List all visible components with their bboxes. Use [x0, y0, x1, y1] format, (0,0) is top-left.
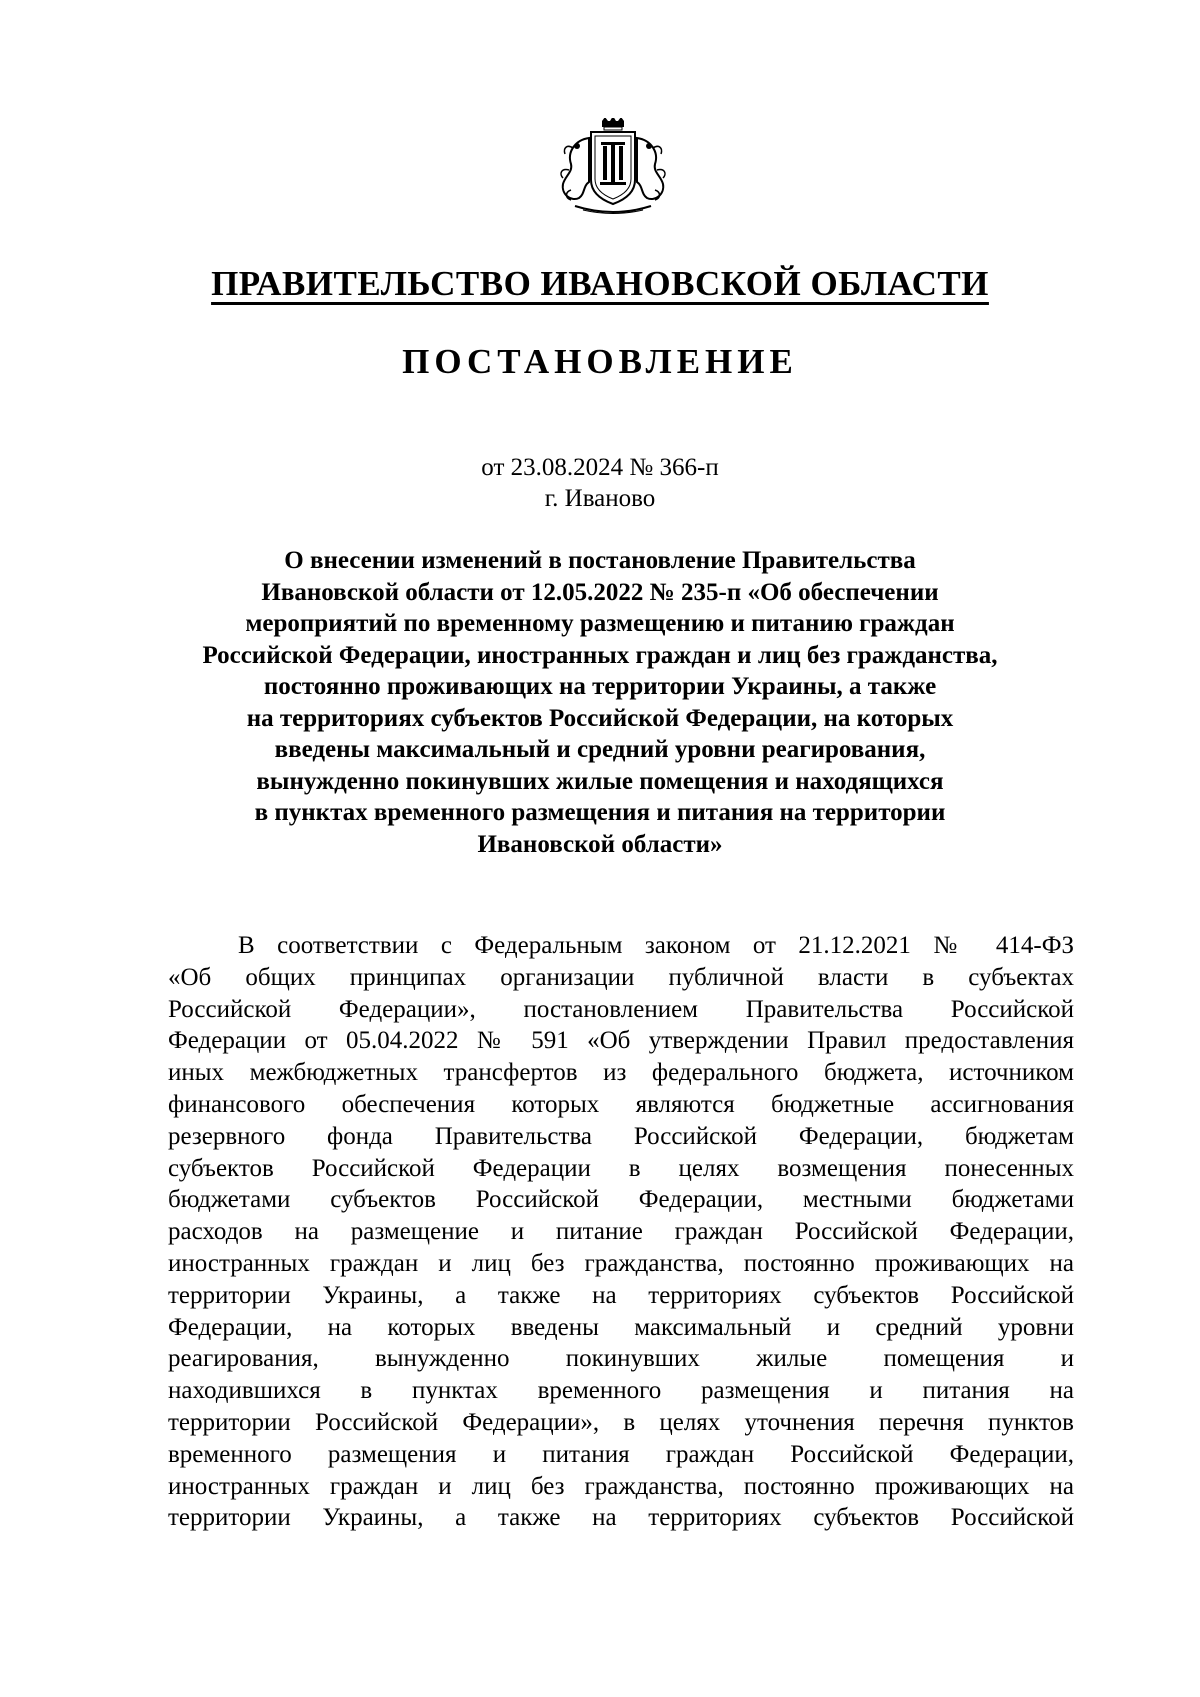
subject-line: Ивановской области»: [477, 830, 723, 858]
body-line: территории Российской Федерации», в целях уточнения перечня пунктов: [168, 1408, 1074, 1436]
document-date-number: от 23.08.2024 № 366-п: [481, 454, 719, 481]
body-line: реагирования, вынужденно покинувших жилые помещения и: [168, 1345, 1074, 1373]
subject-line: мероприятий по временному размещению и питанию граждан: [245, 610, 955, 637]
body-line: субъектов Российской Федерации в целях возмещения понесенных: [168, 1154, 1074, 1182]
body-line: резервного фонда Правительства Российской Федерации, бюджетам: [168, 1122, 1074, 1150]
body-line: территории Украины, а также на территориях субъектов Российской: [168, 1281, 1074, 1309]
body-line: находившихся в пунктах временного размещения и питания на: [168, 1377, 1074, 1405]
subject-line: Ивановской области от 12.05.2022 № 235-п «Об обеспечении: [261, 578, 939, 606]
body-line: расходов на размещение и питание граждан Российской Федерации,: [168, 1218, 1074, 1246]
subject-line: вынужденно покинувших жилые помещения и находящихся: [256, 767, 944, 795]
document-type-title: ПОСТАНОВЛЕНИЕ: [402, 342, 798, 381]
body-line: иностранных граждан и лиц без гражданства, постоянно проживающих на: [168, 1249, 1074, 1277]
body-line: финансового обеспечения которых являются бюджетные ассигнования: [168, 1090, 1074, 1118]
document-city: г. Иваново: [544, 485, 656, 512]
body-line: бюджетами субъектов Российской Федерации, местными бюджетами: [168, 1186, 1074, 1214]
subject-line: О внесении изменений в постановление Правительства: [284, 547, 916, 574]
subject-line: введены максимальный и средний уровни реагирования,: [274, 736, 926, 763]
organization-title: [0, 262, 1200, 306]
coat-of-arms-emblem: [553, 118, 673, 218]
subject-line: Российской Федерации, иностранных граждан и лиц без гражданства,: [202, 641, 998, 669]
body-line: Российской Федерации», постановлением Правительства Российской: [168, 995, 1074, 1023]
document-body: [168, 930, 1074, 1534]
body-line: В соответствии с Федеральным законом от 21.12.2021 № 414-ФЗ: [238, 932, 1074, 959]
body-line: иных межбюджетных трансфертов из федерального бюджета, источником: [168, 1059, 1074, 1087]
subject-line: в пунктах временного размещения и питания на территории: [254, 799, 946, 826]
body-line: территории Украины, а также на территориях субъектов Российской: [168, 1504, 1074, 1532]
subject-line: постоянно проживающих на территории Украины, а также: [263, 673, 937, 700]
body-line: временного размещения и питания граждан Российской Федерации,: [168, 1440, 1074, 1468]
organization-title-text: ПРАВИТЕЛЬСТВО ИВАНОВСКОЙ ОБЛАСТИ: [211, 264, 989, 303]
body-line: «Об общих принципах организации публичной власти в субъектах: [168, 963, 1074, 991]
body-line: иностранных граждан и лиц без гражданства, постоянно проживающих на: [168, 1472, 1074, 1500]
subject-line: на территориях субъектов Российской Федерации, на которых: [246, 704, 954, 732]
body-line: Федерации от 05.04.2022 № 591 «Об утверждении Правил предоставления: [168, 1027, 1074, 1055]
body-line: Федерации, на которых введены максимальный и средний уровни: [168, 1313, 1074, 1341]
document-subject: [150, 545, 1050, 860]
